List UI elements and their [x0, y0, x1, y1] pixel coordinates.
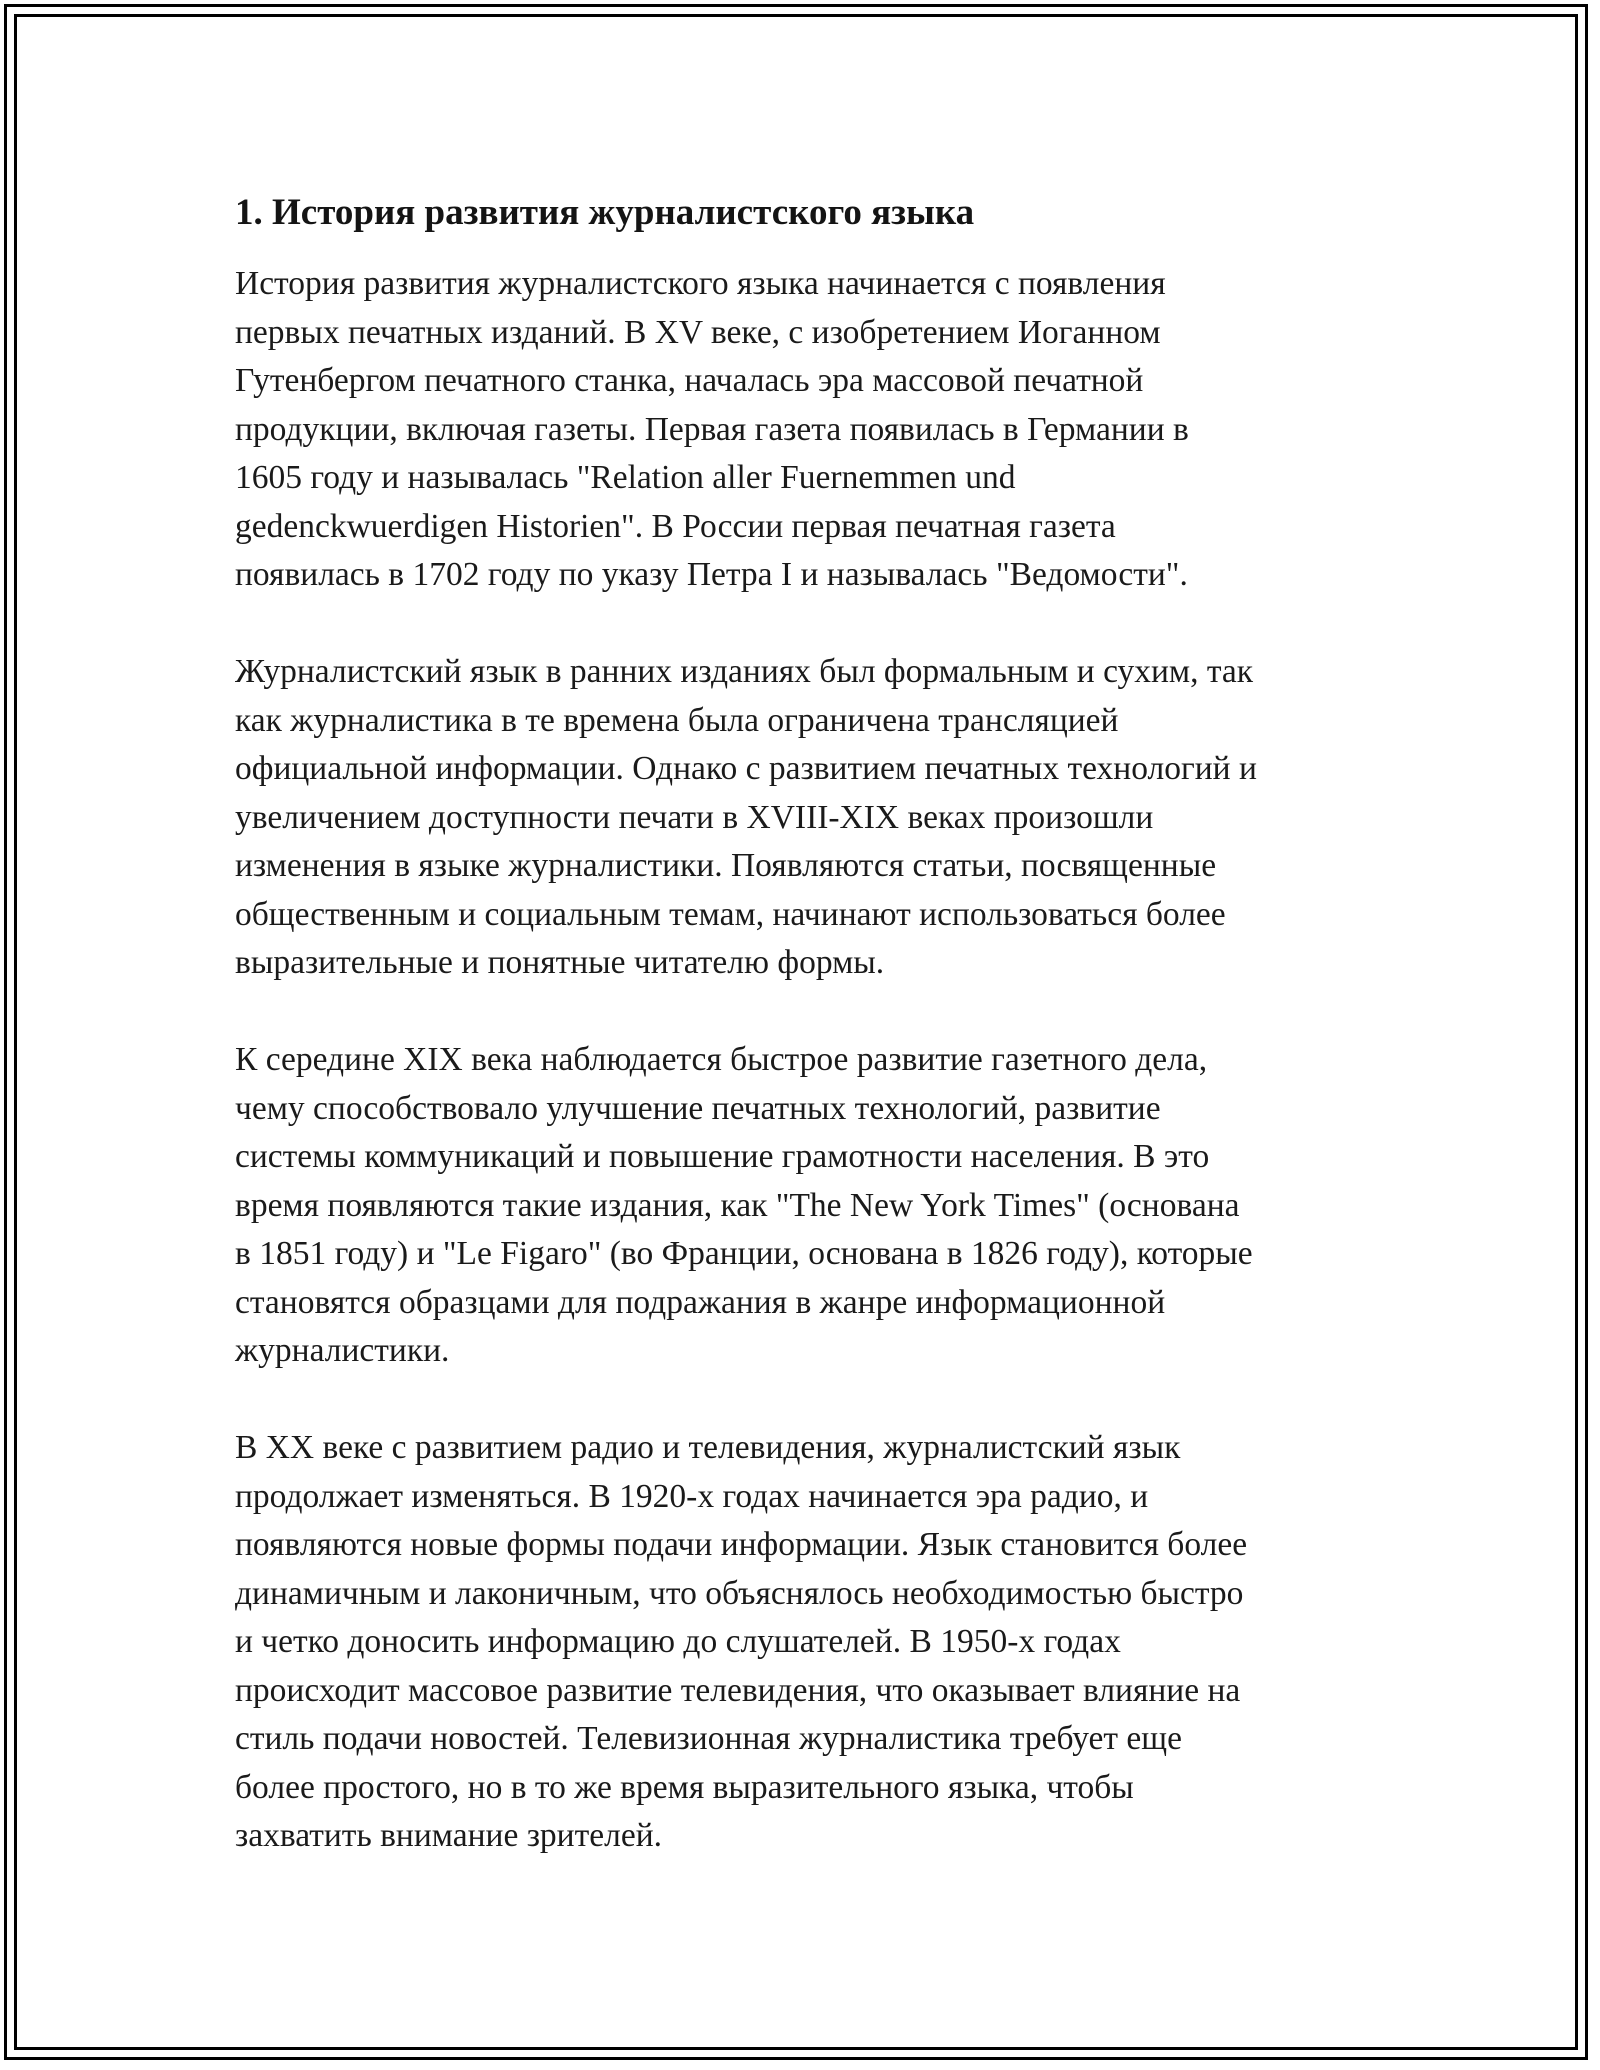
- paragraph-line: официальной информации. Однако с развитием печатных технологий и: [235, 750, 1257, 787]
- paragraph-line: Журналистский язык в ранних изданиях был формальным и сухим, так: [235, 653, 1254, 690]
- paragraph-line: выразительные и понятные читателю формы.: [235, 944, 885, 981]
- paragraph-line: 1605 году и называлась "Relation aller Fuernemmen und: [235, 459, 1016, 496]
- paragraph-line: История развития журналистского языка начинается с появления: [235, 265, 1166, 302]
- paragraph-line: первых печатных изданий. В XV веке, с изобретением Иоганном: [235, 313, 1161, 351]
- paragraph-line: и четко доносить информацию до слушателей. В 1950-х годах: [235, 1623, 1121, 1660]
- paragraph-1: [235, 260, 1405, 600]
- paragraph-line: в 1851 году) и "Le Figaro" (во Франции, основана в 1826 году), которые: [235, 1235, 1253, 1272]
- paragraph-line: К середине XIX века наблюдается быстрое развитие газетного дела,: [235, 1041, 1208, 1078]
- paragraph-line: продолжает изменяться. В 1920-х годах начинается эра радио, и: [235, 1477, 1149, 1515]
- paragraph-line: системы коммуникаций и повышение грамотности населения. В это: [235, 1138, 1210, 1175]
- paragraph-line: время появляются такие издания, как "The New York Times" (основана: [235, 1186, 1240, 1224]
- paragraph-line: происходит массовое развитие телевидения, что оказывает влияние на: [235, 1671, 1241, 1709]
- paragraph-line: более простого, но в то же время выразительного языка, чтобы: [235, 1768, 1134, 1806]
- paragraph-line: В XX веке с развитием радио и телевидения, журналистский язык: [235, 1429, 1181, 1466]
- paragraph-line: общественным и социальным темам, начинают использоваться более: [235, 895, 1226, 933]
- paragraph-line: появилась в 1702 году по указу Петра I и называлась "Ведомости".: [235, 556, 1188, 593]
- document-body: [235, 188, 1405, 1909]
- paragraph-line: захватить внимание зрителей.: [235, 1817, 663, 1854]
- paragraph-line: продукции, включая газеты. Первая газета появилась в Германии в: [235, 410, 1189, 448]
- paragraph-line: становятся образцами для подражания в жанре информационной: [235, 1283, 1166, 1321]
- paragraph-line: чему способствовало улучшение печатных технологий, развитие: [235, 1089, 1161, 1127]
- paragraph-2: [235, 648, 1405, 988]
- paragraph-line: увеличением доступности печати в XVIII-XIX веках произошли: [235, 798, 1154, 836]
- paragraph-3: [235, 1036, 1405, 1376]
- paragraph-4: [235, 1424, 1405, 1861]
- paragraph-line: изменения в языке журналистики. Появляются статьи, посвященные: [235, 847, 1217, 884]
- paragraph-line: Гутенбергом печатного станка, началась эра массовой печатной: [235, 362, 1144, 399]
- paragraph-line: как журналистика в те времена была ограничена трансляцией: [235, 701, 1119, 739]
- paragraph-line: динамичным и лаконичным, что объяснялось необходимостью быстро: [235, 1574, 1244, 1612]
- paragraph-line: стиль подачи новостей. Телевизионная журналистика требует еще: [235, 1720, 1182, 1757]
- paragraph-line: появляются новые формы подачи информации. Язык становится более: [235, 1526, 1248, 1563]
- section-heading: 1. История развития журналистского языка: [235, 192, 975, 233]
- paragraph-line: журналистики.: [235, 1332, 450, 1369]
- paragraph-line: gedenckwuerdigen Historien". В России первая печатная газета: [235, 507, 1116, 545]
